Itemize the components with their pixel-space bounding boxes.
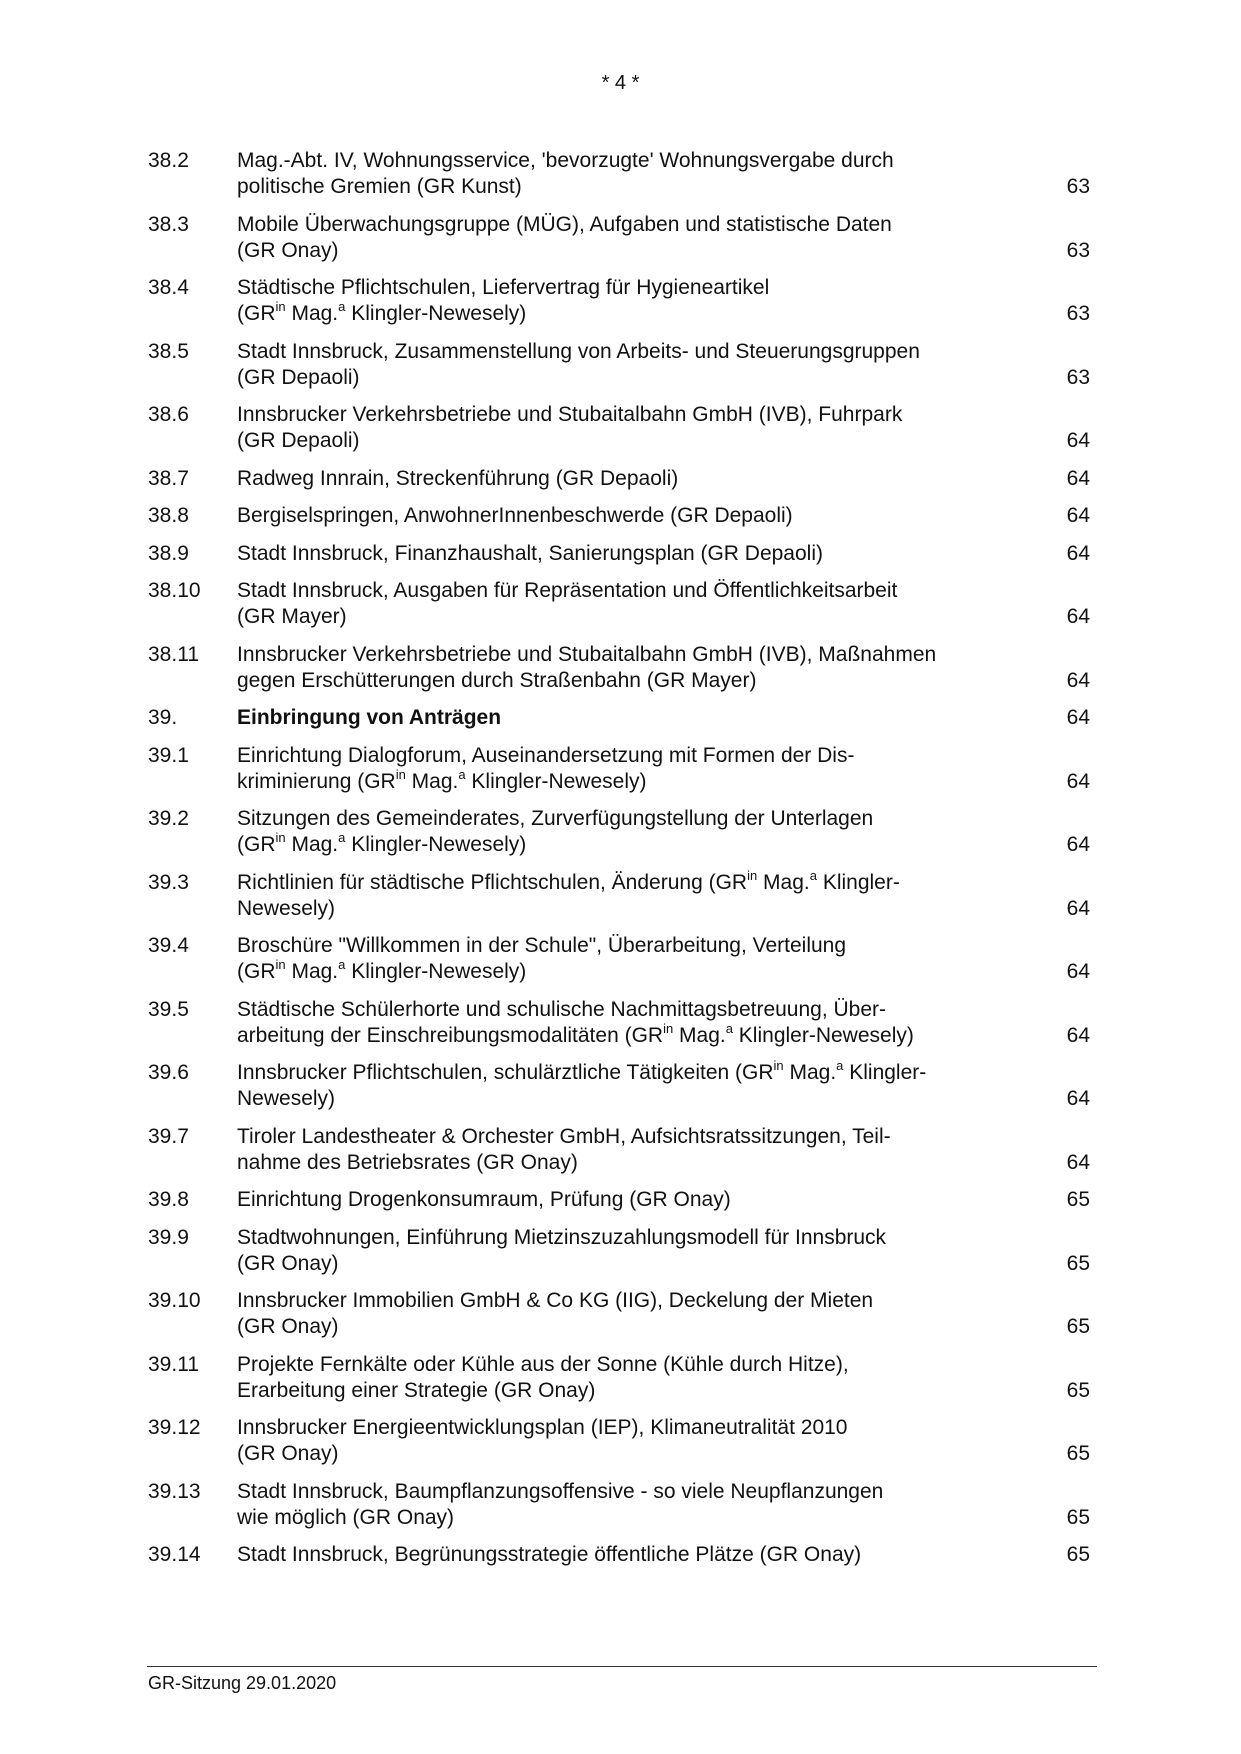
toc-entry-title-line: kriminierung ($GR^{in}$ Mag.$^a$ Klingler-Newesely): [237, 766, 647, 793]
toc-entry-title: [237, 705, 1054, 731]
toc-entry-title-line: Innsbrucker Energieentwicklungsplan (IEP), Klimaneutralität 2010: [237, 1416, 848, 1439]
toc-entry: [148, 743, 1090, 795]
toc-entry: [148, 1352, 1090, 1404]
toc-entry-page: 65: [1066, 1188, 1090, 1211]
toc-entry: [148, 466, 1090, 492]
toc-entry-title-line: Sitzungen des Gemeinderates, Zurverfügungstellung der Unterlagen: [237, 807, 874, 830]
toc-entry-page: 64: [1066, 504, 1090, 527]
toc-entry: [148, 642, 1090, 694]
toc-entry-title-line: Einbringung von Anträgen: [237, 706, 502, 729]
toc-entry-title-line: (GR Depaoli): [237, 365, 360, 389]
toc-entry-title: [237, 1352, 1054, 1404]
toc-entry-title-line: (GR Onay): [237, 1442, 339, 1465]
toc-entry-title: [237, 933, 1054, 985]
toc-entry: [148, 1187, 1090, 1213]
toc-entry-page: 64: [1066, 429, 1090, 452]
toc-entry-title: [237, 466, 1054, 492]
toc-entry-title-line: politische Gremien (GR Kunst): [237, 175, 522, 198]
toc-entry-page: 63: [1066, 238, 1090, 262]
toc-entry-number: 39.7: [148, 1124, 189, 1148]
toc-entry-number: 39.12: [148, 1416, 201, 1439]
toc-entry-title-line: (GR Depaoli): [237, 429, 360, 452]
toc-entry-title-line: Innsbrucker Verkehrsbetriebe und Stubaitalbahn GmbH (IVB), Maßnahmen: [237, 642, 937, 666]
toc-entry-page: 65: [1066, 1251, 1090, 1275]
toc-entry-number: 39.9: [148, 1225, 189, 1249]
toc-entry-number: 38.2: [148, 149, 189, 172]
toc-entry-title-line: Innsbrucker Verkehrsbetriebe und Stubaitalbahn GmbH (IVB), Fuhrpark: [237, 403, 903, 426]
toc-entry-title-line: nahme des Betriebsrates (GR Onay): [237, 1150, 578, 1174]
toc-entry-title-line: ($GR^{in}$ Mag.$^a$ Klingler-Newesely): [237, 957, 527, 983]
toc-entry-title-line: Einrichtung Drogenkonsumraum, Prüfung (GR Onay): [237, 1188, 731, 1211]
toc-entry-number: 39.5: [148, 997, 189, 1021]
toc-entry-number: 38.8: [148, 504, 189, 527]
toc-entry-title-line: gegen Erschütterungen durch Straßenbahn (GR Mayer): [237, 668, 757, 692]
toc-entry-title-line: (GR Onay): [237, 1251, 339, 1275]
toc-entry: [148, 503, 1090, 529]
toc-entry-page: 65: [1066, 1378, 1090, 1402]
toc-entry-title-line: Radweg Innrain, Streckenführung (GR Depaoli): [237, 466, 679, 490]
toc-entry-title: [237, 1288, 1054, 1340]
toc-entry-title-line: Stadt Innsbruck, Zusammenstellung von Arbeits- und Steuerungsgruppen: [237, 339, 920, 363]
toc-entry-title-line: Städtische Schülerhorte und schulische Nachmittagsbetreuung, Über-: [237, 997, 887, 1021]
toc-entry: [148, 867, 1090, 922]
toc-entry-title: [237, 642, 1054, 694]
table-of-contents: [148, 148, 1090, 1580]
toc-entry: [148, 933, 1090, 985]
toc-entry-number: 39.: [148, 706, 178, 729]
toc-entry-number: 39.3: [148, 870, 189, 894]
toc-entry-page: 64: [1066, 833, 1090, 856]
toc-entry-number: 38.11: [148, 642, 199, 666]
toc-entry-title: [237, 578, 1054, 630]
toc-entry: [148, 541, 1090, 567]
toc-entry-title-line: wie möglich (GR Onay): [237, 1505, 455, 1529]
toc-entry-title: [237, 503, 1054, 529]
toc-entry-title-line: Tiroler Landestheater & Orchester GmbH, Aufsichtsratssitzungen, Teil-: [237, 1124, 891, 1148]
toc-entry: [148, 402, 1090, 454]
toc-entry-title-line: Stadtwohnungen, Einführung Mietzinszuzahlungsmodell für Innsbruck: [237, 1225, 887, 1249]
toc-entry-number: 38.5: [148, 339, 189, 363]
toc-entry-title: [237, 339, 1054, 391]
toc-entry-page: 65: [1066, 1315, 1090, 1338]
toc-entry-page: 64: [1066, 466, 1090, 490]
toc-entry-page: 64: [1066, 605, 1090, 628]
toc-entry-number: 39.10: [148, 1289, 201, 1312]
toc-entry-title: [237, 743, 1054, 795]
toc-entry-number: 38.4: [148, 276, 189, 299]
toc-entry-number: 39.8: [148, 1188, 189, 1211]
toc-entry-number: 38.7: [148, 466, 189, 490]
toc-entry-title: [237, 1060, 1054, 1112]
toc-entry: [148, 1124, 1090, 1176]
toc-entry: [148, 705, 1090, 731]
toc-entry-title: [237, 1124, 1054, 1176]
toc-entry-title: [237, 1225, 1054, 1277]
toc-entry-number: 39.11: [148, 1352, 199, 1376]
toc-entry-title: [237, 541, 1054, 567]
toc-entry-page: 64: [1066, 769, 1090, 793]
toc-entry-title: [237, 1415, 1054, 1467]
toc-entry-page: 65: [1066, 1543, 1090, 1566]
toc-entry-title-line: Stadt Innsbruck, Baumpflanzungsoffensive - so viele Neupflanzungen: [237, 1479, 884, 1503]
toc-entry-title-line: Erarbeitung einer Strategie (GR Onay): [237, 1378, 596, 1402]
toc-entry-page: 64: [1066, 960, 1090, 983]
toc-entry: [148, 806, 1090, 858]
toc-entry-title-line: Newesely): [237, 1087, 336, 1110]
toc-entry-title-line: Mag.-Abt. IV, Wohnungsservice, 'bevorzugte' Wohnungsvergabe durch: [237, 149, 894, 172]
toc-entry-title: [237, 212, 1054, 264]
toc-entry: [148, 148, 1090, 200]
toc-entry-page: 64: [1066, 668, 1090, 692]
toc-entry-page: 63: [1066, 302, 1090, 325]
toc-entry-title: [237, 1187, 1054, 1213]
toc-entry-number: 39.1: [148, 743, 189, 767]
toc-entry-title: [237, 867, 1054, 922]
toc-entry-title-line: Projekte Fernkälte oder Kühle aus der Sonne (Kühle durch Hitze),: [237, 1352, 849, 1376]
toc-entry-page: 64: [1066, 896, 1090, 920]
toc-entry: [148, 1415, 1090, 1467]
toc-entry: [148, 1225, 1090, 1277]
toc-entry: [148, 1288, 1090, 1340]
toc-entry-title: [237, 997, 1054, 1049]
toc-entry: [148, 578, 1090, 630]
toc-entry-title: [237, 148, 1054, 200]
toc-entry-page: 63: [1066, 175, 1090, 198]
toc-entry-title-line: (GR Mayer): [237, 605, 347, 628]
toc-entry: [148, 1542, 1090, 1568]
toc-entry-title: [237, 806, 1054, 858]
toc-entry-title-line: Stadt Innsbruck, Begrünungsstrategie öffentliche Plätze (GR Onay): [237, 1543, 862, 1566]
toc-entry-title-line: ($GR^{in}$ Mag.$^a$ Klingler-Newesely): [237, 830, 527, 856]
toc-entry-title-line: Einrichtung Dialogforum, Auseinandersetzung mit Formen der Dis-: [237, 743, 855, 767]
page-number: * 4 *: [601, 72, 640, 94]
toc-entry-title: [237, 402, 1054, 454]
toc-entry-title-line: Stadt Innsbruck, Finanzhaushalt, Sanierungsplan (GR Depaoli): [237, 541, 823, 565]
toc-entry-number: 38.3: [148, 212, 189, 236]
toc-entry-title-line: Newesely): [237, 896, 336, 920]
toc-entry-title-line: Bergiselspringen, AnwohnerInnenbeschwerde (GR Depaoli): [237, 504, 793, 527]
toc-entry: [148, 275, 1090, 327]
toc-entry: [148, 1479, 1090, 1531]
toc-entry-number: 38.9: [148, 541, 189, 565]
toc-entry-number: 39.2: [148, 807, 189, 830]
toc-entry-page: 64: [1066, 541, 1090, 565]
toc-entry-title-line: Städtische Pflichtschulen, Liefervertrag für Hygieneartikel: [237, 276, 770, 299]
toc-entry-title-line: Mobile Überwachungsgruppe (MÜG), Aufgaben und statistische Daten: [237, 212, 892, 236]
toc-entry-title-line: (GR Onay): [237, 238, 339, 262]
toc-entry-title-line: Richtlinien für städtische Pflichtschulen, Änderung ($GR^{in}$ Mag.$^a$ Klingler-: [237, 867, 900, 894]
toc-entry-page: 64: [1066, 1150, 1090, 1174]
toc-entry-number: 39.6: [148, 1061, 189, 1084]
toc-entry-number: 39.4: [148, 934, 189, 957]
toc-entry-page: 64: [1066, 1087, 1090, 1110]
toc-entry-number: 38.10: [148, 579, 201, 602]
toc-entry-title-line: ($GR^{in}$ Mag.$^a$ Klingler-Newesely): [237, 299, 527, 325]
toc-entry-page: 63: [1066, 365, 1090, 389]
toc-entry-title-line: Stadt Innsbruck, Ausgaben für Repräsentation und Öffentlichkeitsarbeit: [237, 579, 898, 602]
toc-entry-page: 64: [1066, 1023, 1090, 1047]
toc-entry-title-line: (GR Onay): [237, 1315, 339, 1338]
toc-entry: [148, 212, 1090, 264]
toc-entry: [148, 339, 1090, 391]
toc-entry-number: 38.6: [148, 403, 189, 426]
toc-entry-page: 64: [1066, 706, 1090, 729]
toc-entry-title: [237, 1479, 1054, 1531]
toc-entry-page: 65: [1066, 1505, 1090, 1529]
toc-entry-page: 65: [1066, 1442, 1090, 1465]
toc-entry-number: 39.14: [148, 1543, 201, 1566]
toc-entry-title-line: Broschüre "Willkommen in der Schule", Überarbeitung, Verteilung: [237, 934, 847, 957]
toc-entry: [148, 997, 1090, 1049]
footer-session-date: GR-Sitzung 29.01.2020: [148, 1673, 337, 1693]
toc-entry-number: 39.13: [148, 1479, 201, 1503]
toc-entry-title-line: Innsbrucker Pflichtschulen, schulärztliche Tätigkeiten ($GR^{in}$ Mag.$^a$ Klingler-: [237, 1058, 927, 1084]
toc-entry-title-line: arbeitung der Einschreibungsmodalitäten ($GR^{in}$ Mag.$^a$ Klingler-Newesely): [237, 1020, 914, 1047]
toc-entry-title: [237, 1542, 1054, 1568]
toc-entry: [148, 1060, 1090, 1112]
toc-entry-title-line: Innsbrucker Immobilien GmbH & Co KG (IIG), Deckelung der Mieten: [237, 1289, 874, 1312]
toc-entry-title: [237, 275, 1054, 327]
footer-divider: [147, 1666, 1097, 1667]
